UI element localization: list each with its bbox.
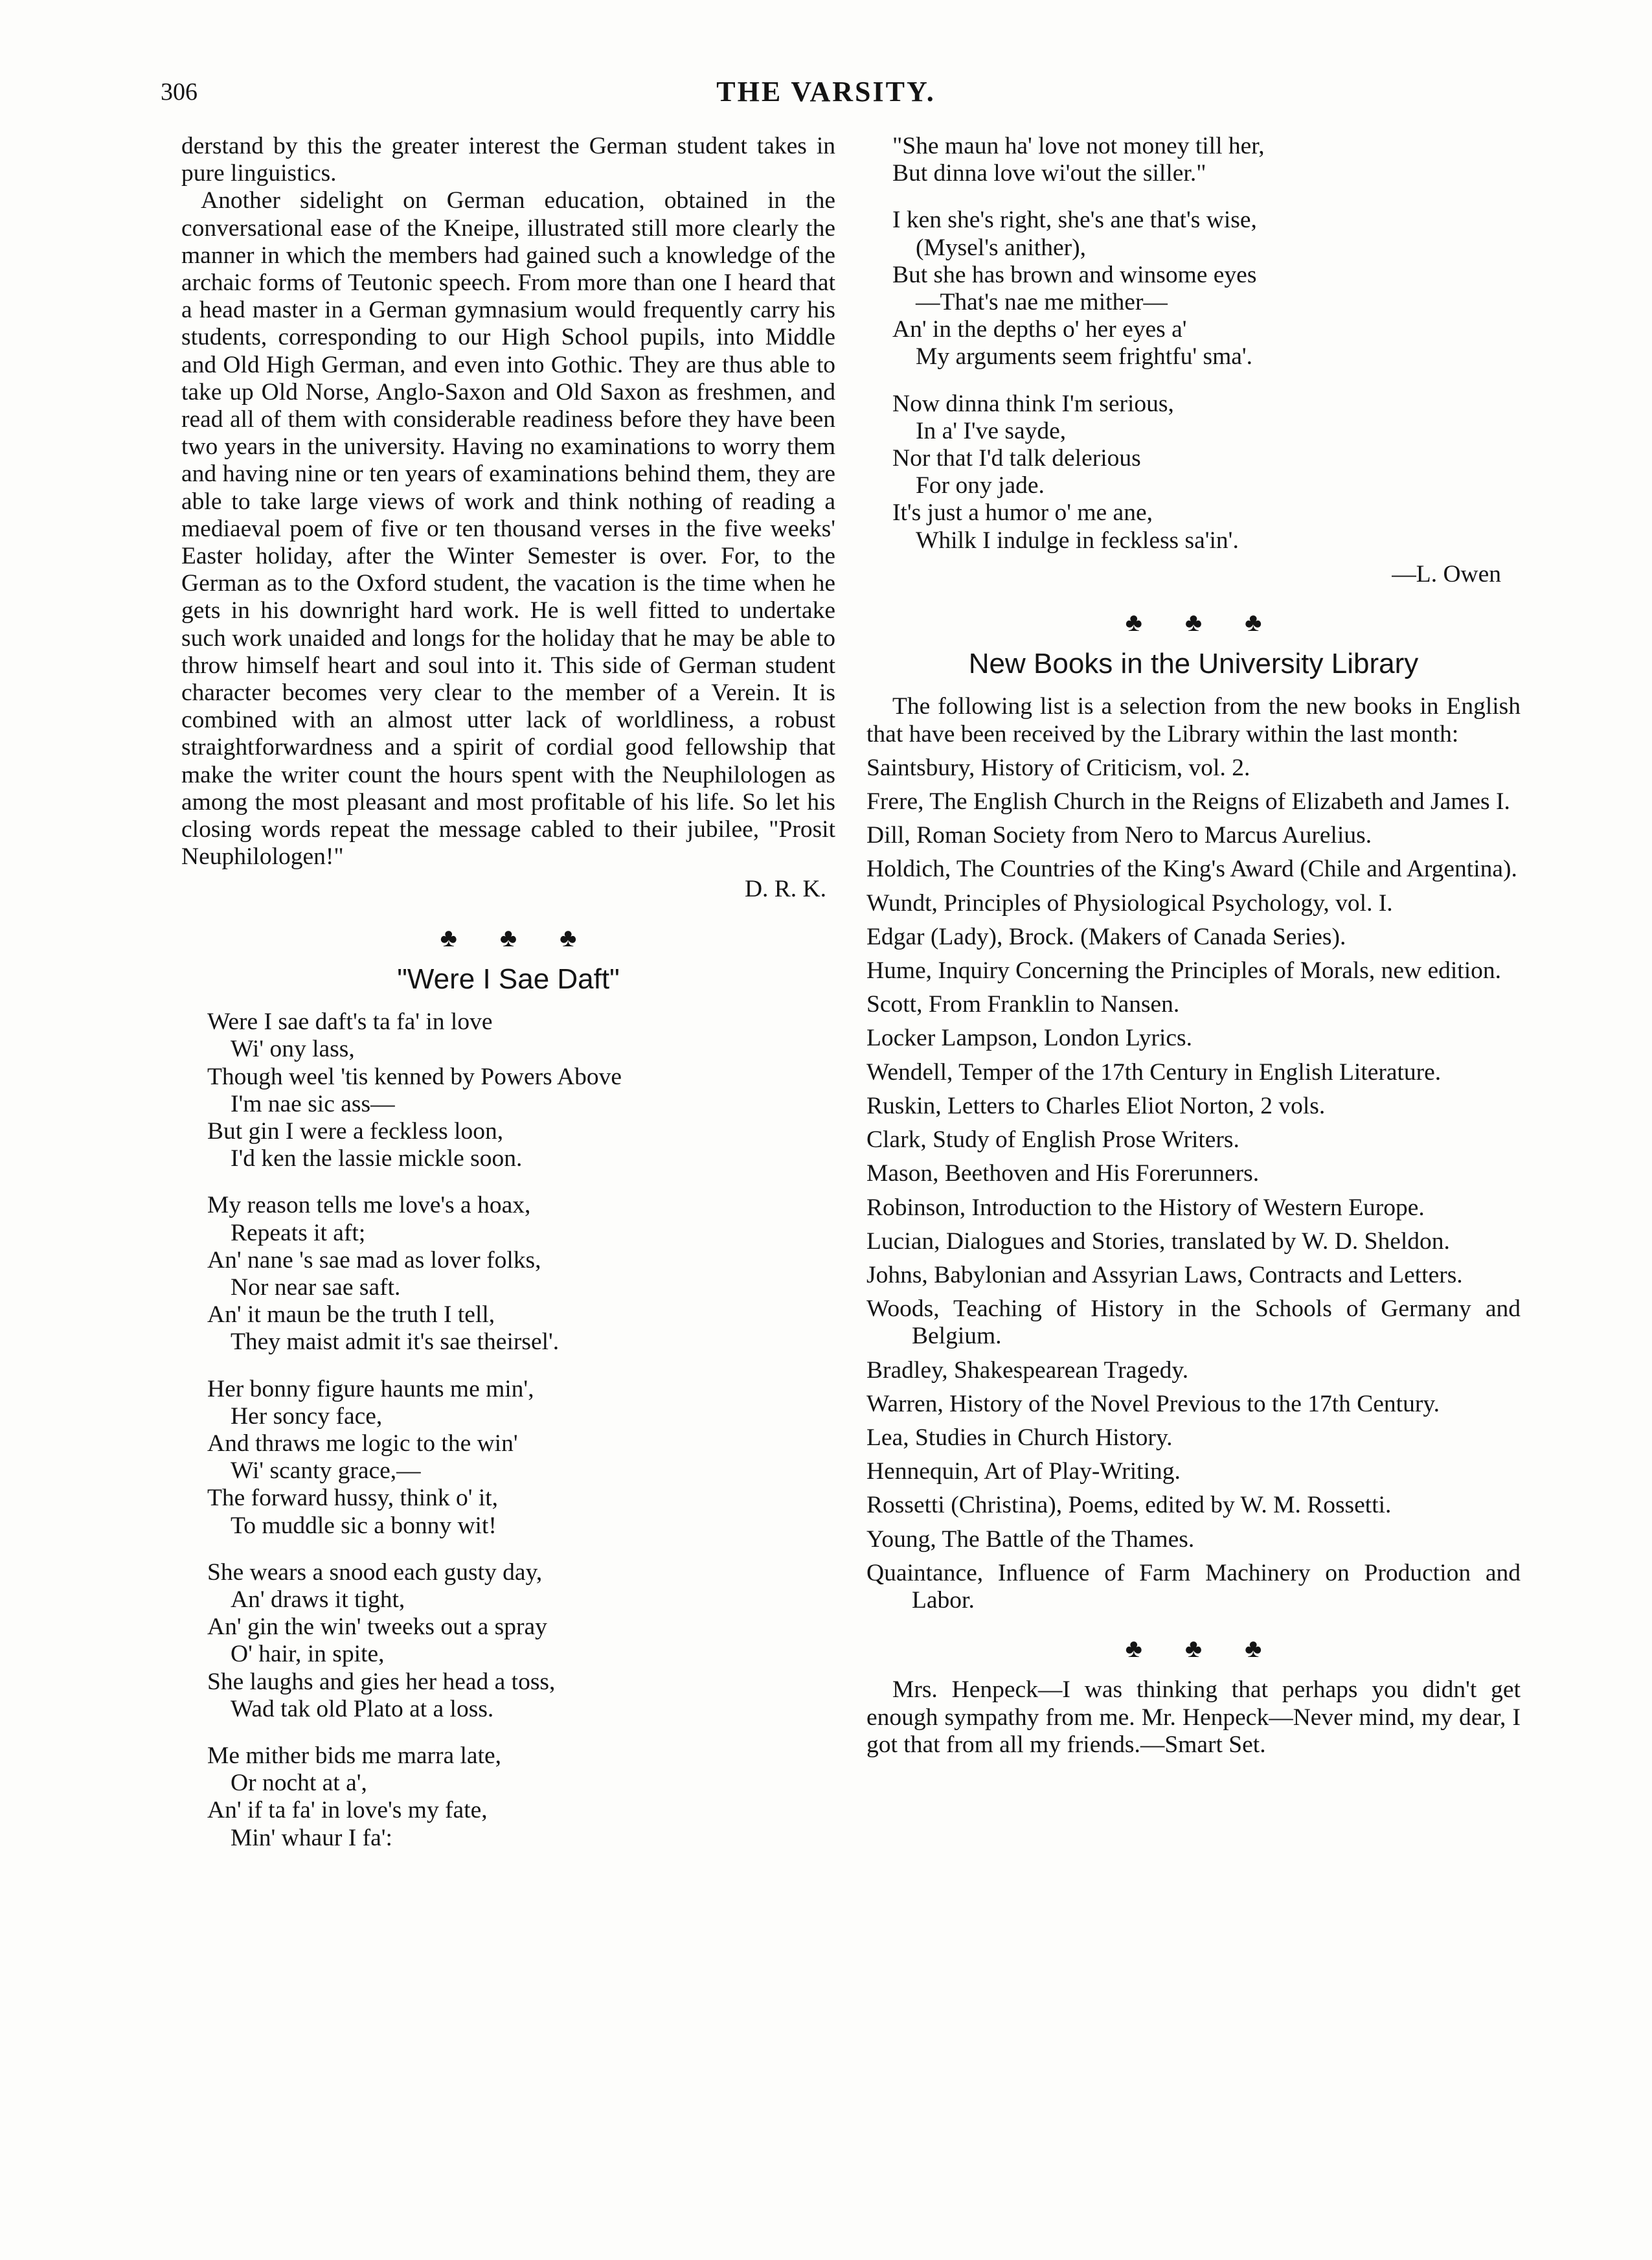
poem-line: I'd ken the lassie mickle soon. [231,1145,523,1172]
book-entry: Lea, Studies in Church History. [866,1424,1173,1451]
book-entry: Woods, Teaching of History in the Schools of Germany and Belgium. [866,1296,1521,1350]
poem-stanza [207,1009,835,1172]
poem-line: O' hair, in spite, [231,1641,385,1668]
poem-stanza [207,1376,835,1540]
poem-line: An' nane 's sae mad as lover folks, [207,1246,541,1273]
book-entry: Scott, From Franklin to Nansen. [866,991,1180,1018]
poem-line: But gin I were a feckless loon, [207,1117,504,1145]
poem-line: Min' whaur I fa': [231,1824,392,1851]
poem-line: They maist admit it's sae theirsel'. [231,1329,560,1356]
essay-continuation [181,133,835,871]
poem-title: "Were I Sae Daft" [397,963,620,995]
book-entry: Rossetti (Christina), Poems, edited by W. M. Rossetti. [866,1492,1392,1519]
poem-line: An' it maun be the truth I tell, [207,1301,495,1329]
poem-line: Her soncy face, [231,1402,383,1430]
poem-stanza [207,1559,835,1723]
poem-line: Wi' scanty grace,— [231,1457,421,1485]
poem-line: It's just a humor o' me ane, [892,499,1153,527]
poem-line: To muddle sic a bonny wit! [231,1512,497,1539]
poem-line: Her bonny figure haunts me min', [207,1375,534,1402]
poem-line: —That's nae me mither— [916,289,1168,316]
poem-line: Were I sae daft's ta fa' in love [207,1009,493,1036]
right-column [866,133,1521,1759]
anecdote: Mrs. Henpeck—I was thinking that perhaps you didn't get enough sympathy from me. Mr. Henpeck—Never mind, my dear, I got that from all my friends.—Smart Set. [866,1676,1521,1758]
poem-line: (Mysel's anither), [916,234,1086,261]
poem-line: But dinna love wi'out the siller." [892,160,1206,187]
essay-signature: D. R. K. [744,876,826,903]
poem-line: My reason tells me love's a hoax, [207,1192,531,1219]
book-entry: Edgar (Lady), Brock. (Makers of Canada Series). [866,923,1346,950]
poem-line: Repeats it aft; [231,1219,366,1246]
poem-line: An' gin the win' tweeks out a spray [207,1614,547,1641]
poem-line: But she has brown and winsome eyes [892,261,1257,288]
poem-line: Though weel 'tis kenned by Powers Above [207,1063,622,1090]
essay-paragraph: Another sidelight on German education, obtained in the conversational ease of the Kneipe, illustrated still more clearly the manner in which the members had gained such a knowledge of the archaic forms of Teutonic speech. From more than one I heard that a head master in a German gymnasium would frequently carry his students, corresponding to our High School pupils, into Middle and Old High German, and even into Gothic. They are thus able to take up Old Norse, Anglo-Saxon and Old Saxon as freshmen, and read all of them with considerable readiness before they have been two years in the university. Having no examinations to worry them and having nine or ten years of examinations behind them, they are able to take large views of work and think nothing of reading a mediaeval poem of five or ten thousand verses in the five weeks' Easter holiday, after the Winter Semester is over. For, to the German as to the Oxford student, the vacation is the time when he gets in his downright hard work. He is well fitted to undertake such work unaided and longs for the holiday that he may be able to throw himself heart and soul into it. This side of German student character becomes very clear to the member of a Verein. It is combined with an almost utter lack of worldliness, a robust straightforwardness and a spirit of cordial good fellowship that make the writer count the hours spent with the Neuphilologen as among the most pleasant and most profitable of his life. So let his closing words repeat the message cabled to their jubilee, "Prosit Neuphilologen!" [181,187,835,871]
essay-paragraph: derstand by this the greater interest the German student takes in pure linguistics. [181,133,835,187]
poem-stanza [892,207,1521,371]
book-entry: Young, The Battle of the Thames. [866,1525,1195,1553]
book-entry: Lucian, Dialogues and Stories, translated by W. D. Sheldon. [866,1227,1450,1255]
book-entry: Dill, Roman Society from Nero to Marcus Aurelius. [866,822,1372,849]
running-head: THE VARSITY. [716,76,936,108]
poem-line: She laughs and gies her head a toss, [207,1668,556,1695]
page-number: 306 [161,78,198,106]
club-ornament: ♣ ♣ ♣ [1125,608,1280,637]
book-entry: Locker Lampson, London Lyrics. [866,1025,1193,1052]
poem-line: She wears a snood each gusty day, [207,1558,543,1586]
book-list [866,755,1521,1614]
book-entry: Frere, The English Church in the Reigns of Elizabeth and James I. [866,788,1510,816]
book-entry: Wundt, Principles of Physiological Psychology, vol. I. [866,889,1393,917]
left-column [181,133,835,1871]
poem-continuation [866,133,1521,554]
book-entry: Holdich, The Countries of the King's Award (Chile and Argentina). [866,856,1517,883]
poem-line: Or nocht at a', [231,1770,367,1797]
book-entry: Saintsbury, History of Criticism, vol. 2. [866,754,1250,781]
book-entry: Robinson, Introduction to the History of Western Europe. [866,1194,1425,1221]
poem-line: I'm nae sic ass— [231,1090,395,1117]
poem-line: I ken she's right, she's ane that's wise, [892,207,1257,234]
club-ornament: ♣ ♣ ♣ [1125,1634,1280,1663]
poem-line: Nor near sae saft. [231,1273,401,1301]
poem-line: Now dinna think I'm serious, [892,390,1174,417]
book-entry: Mason, Beethoven and His Forerunners. [866,1160,1260,1187]
poem-line: For ony jade. [916,472,1045,499]
poem-line: Wi' ony lass, [231,1036,355,1063]
poem-line: "She maun ha' love not money till her, [892,133,1265,159]
poem-line: And thraws me logic to the win' [207,1430,518,1457]
poem-line: Wad tak old Plato at a loss. [231,1695,494,1722]
poem-line: An' in the depths o' her eyes a' [892,316,1187,343]
book-entry: Johns, Babylonian and Assyrian Laws, Contracts and Letters. [866,1261,1463,1288]
club-ornament: ♣ ♣ ♣ [440,922,595,952]
poem-line: An' draws it tight, [231,1586,405,1613]
poem-line: Nor that I'd talk delerious [892,445,1141,472]
book-entry: Warren, History of the Novel Previous to the 17th Century. [866,1390,1440,1417]
poem-stanza [207,1192,835,1356]
book-entry: Clark, Study of English Prose Writers. [866,1126,1239,1154]
book-entry: Quaintance, Influence of Farm Machinery on Production and Labor. [866,1559,1521,1614]
book-entry: Ruskin, Letters to Charles Eliot Norton, 2 vols. [866,1092,1326,1119]
library-heading: New Books in the University Library [968,648,1419,680]
poem-line: Whilk I indulge in feckless sa'in'. [916,527,1239,554]
poem-stanza [892,133,1521,187]
library-intro: The following list is a selection from the new books in English that have been received by the Library within the last month: [866,693,1521,748]
poem-line: In a' I've sayde, [916,417,1067,444]
poem-body [181,1009,835,1852]
book-entry: Wendell, Temper of the 17th Century in English Literature. [866,1058,1442,1086]
poem-stanza [892,391,1521,554]
poem-line: My arguments seem frightfu' sma'. [916,343,1253,371]
poem-stanza [207,1742,835,1852]
poem-attribution: —L. Owen [1392,560,1501,588]
poem-line: The forward hussy, think o' it, [207,1485,499,1512]
book-entry: Bradley, Shakespearean Tragedy. [866,1356,1189,1384]
book-entry: Hennequin, Art of Play-Writing. [866,1458,1181,1485]
poem-line: Me mither bids me marra late, [207,1742,502,1769]
poem-line: An' if ta fa' in love's my fate, [207,1797,488,1824]
book-entry: Hume, Inquiry Concerning the Principles of Morals, new edition. [866,957,1502,985]
